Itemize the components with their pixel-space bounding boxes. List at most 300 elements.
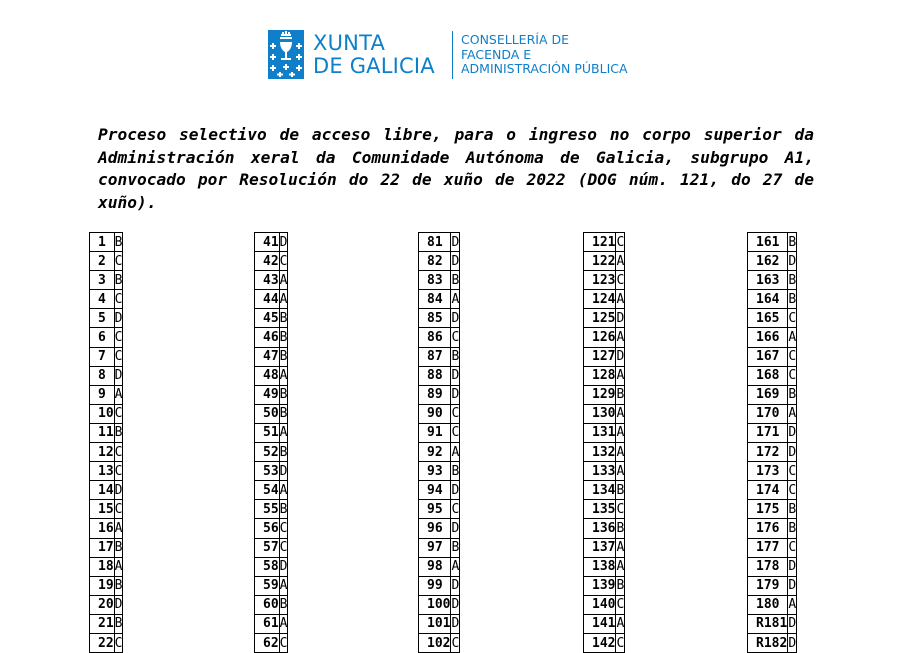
- answer-letter: C: [114, 633, 123, 652]
- question-number: 162: [748, 252, 788, 271]
- table-row: [419, 233, 460, 252]
- question-number: 54: [255, 481, 280, 500]
- answer-letter: A: [279, 271, 288, 290]
- question-number: 14: [90, 481, 115, 500]
- table-row: [255, 576, 288, 595]
- table-row: [255, 423, 288, 442]
- answer-letter: D: [279, 462, 288, 481]
- question-number: 21: [90, 614, 115, 633]
- table-row: [419, 633, 460, 652]
- question-number: 124: [584, 290, 616, 309]
- table-row: [255, 500, 288, 519]
- answer-letter: B: [279, 500, 288, 519]
- question-number: 41: [255, 233, 280, 252]
- answer-letter: B: [114, 271, 123, 290]
- question-number: 61: [255, 614, 280, 633]
- question-number: 93: [419, 462, 451, 481]
- table-row: [90, 443, 123, 462]
- table-row: [255, 347, 288, 366]
- answer-letter: B: [114, 233, 123, 252]
- question-number: 1: [90, 233, 115, 252]
- answer-letter: A: [451, 290, 460, 309]
- answer-table-2: [254, 232, 288, 653]
- table-row: [255, 519, 288, 538]
- answer-letter: B: [788, 500, 797, 519]
- table-row: [255, 233, 288, 252]
- answer-letter: B: [114, 423, 123, 442]
- table-row: [90, 538, 123, 557]
- question-number: 100: [419, 595, 451, 614]
- table-row: [419, 481, 460, 500]
- table-row: [748, 309, 797, 328]
- table-row: [255, 595, 288, 614]
- answer-letter: C: [114, 290, 123, 309]
- question-number: 87: [419, 347, 451, 366]
- table-row: [748, 443, 797, 462]
- answer-letter: C: [279, 538, 288, 557]
- table-row: [90, 481, 123, 500]
- question-number: 56: [255, 519, 280, 538]
- table-row: [584, 252, 625, 271]
- question-number: 161: [748, 233, 788, 252]
- answer-letter: B: [114, 614, 123, 633]
- table-row: [584, 614, 625, 633]
- answer-letter: B: [451, 538, 460, 557]
- table-row: [90, 252, 123, 271]
- question-number: 45: [255, 309, 280, 328]
- table-row: [584, 557, 625, 576]
- table-row: [748, 576, 797, 595]
- question-number: 53: [255, 462, 280, 481]
- question-number: 4: [90, 290, 115, 309]
- answer-letter: D: [788, 423, 797, 442]
- question-number: 170: [748, 404, 788, 423]
- answer-letter: B: [114, 538, 123, 557]
- answer-letter: B: [279, 595, 288, 614]
- table-row: [584, 366, 625, 385]
- question-number: 134: [584, 481, 616, 500]
- answer-letter: C: [114, 328, 123, 347]
- answer-letter: A: [616, 462, 625, 481]
- answer-letter: D: [616, 309, 625, 328]
- table-row: [748, 290, 797, 309]
- answer-letter: A: [451, 443, 460, 462]
- answer-letter: A: [616, 538, 625, 557]
- question-number: 85: [419, 309, 451, 328]
- table-row: [419, 519, 460, 538]
- table-row: [90, 557, 123, 576]
- answer-letter: D: [451, 576, 460, 595]
- question-number: 129: [584, 385, 616, 404]
- answer-letter: A: [279, 576, 288, 595]
- brand-line-1: XUNTA: [313, 31, 386, 55]
- answer-letter: C: [788, 538, 797, 557]
- table-row: [255, 633, 288, 652]
- table-row: [584, 328, 625, 347]
- answer-letter: C: [616, 271, 625, 290]
- table-row: [584, 576, 625, 595]
- question-number: 167: [748, 347, 788, 366]
- answer-letter: C: [451, 423, 460, 442]
- table-row: [419, 576, 460, 595]
- table-row: [255, 481, 288, 500]
- question-number: 6: [90, 328, 115, 347]
- answer-letter: A: [788, 328, 797, 347]
- question-number: 135: [584, 500, 616, 519]
- answer-letter: C: [451, 404, 460, 423]
- question-number: 57: [255, 538, 280, 557]
- answer-letter: A: [616, 252, 625, 271]
- table-row: [748, 462, 797, 481]
- answer-letter: B: [616, 481, 625, 500]
- answer-letter: C: [616, 595, 625, 614]
- question-number: 171: [748, 423, 788, 442]
- logo-divider: [452, 31, 453, 79]
- table-row: [584, 519, 625, 538]
- question-number: R182: [748, 633, 788, 652]
- question-number: 88: [419, 366, 451, 385]
- answer-letter: A: [616, 443, 625, 462]
- question-number: 16: [90, 519, 115, 538]
- brand-name: [313, 32, 435, 78]
- table-row: [90, 309, 123, 328]
- answer-letter: A: [616, 614, 625, 633]
- table-row: [90, 595, 123, 614]
- question-number: 90: [419, 404, 451, 423]
- question-number: 141: [584, 614, 616, 633]
- answer-letter: B: [279, 328, 288, 347]
- table-row: [748, 500, 797, 519]
- answer-letter: B: [788, 290, 797, 309]
- answer-letter: A: [279, 423, 288, 442]
- answer-letter: B: [616, 385, 625, 404]
- question-number: 11: [90, 423, 115, 442]
- question-number: 101: [419, 614, 451, 633]
- question-number: 136: [584, 519, 616, 538]
- question-number: 140: [584, 595, 616, 614]
- table-row: [584, 443, 625, 462]
- table-row: [419, 423, 460, 442]
- table-row: [584, 423, 625, 442]
- table-row: [419, 404, 460, 423]
- question-number: 126: [584, 328, 616, 347]
- question-number: 178: [748, 557, 788, 576]
- question-number: 17: [90, 538, 115, 557]
- answer-letter: C: [114, 500, 123, 519]
- question-number: 142: [584, 633, 616, 652]
- answer-letter: A: [279, 290, 288, 309]
- question-number: 86: [419, 328, 451, 347]
- answer-letter: D: [451, 614, 460, 633]
- table-row: [584, 290, 625, 309]
- answer-letter: D: [616, 347, 625, 366]
- question-number: 177: [748, 538, 788, 557]
- table-row: [419, 347, 460, 366]
- answer-letter: C: [279, 519, 288, 538]
- table-row: [748, 404, 797, 423]
- table-row: [90, 233, 123, 252]
- question-number: 99: [419, 576, 451, 595]
- question-number: 166: [748, 328, 788, 347]
- answer-letter: A: [279, 366, 288, 385]
- answer-letter: B: [451, 271, 460, 290]
- answer-letter: B: [114, 576, 123, 595]
- table-row: [255, 252, 288, 271]
- answer-letter: B: [279, 404, 288, 423]
- answer-letter: D: [788, 633, 797, 652]
- answer-letter: D: [451, 385, 460, 404]
- table-row: [90, 328, 123, 347]
- answer-letter: A: [279, 614, 288, 633]
- answer-letter: D: [114, 366, 123, 385]
- question-number: 19: [90, 576, 115, 595]
- answer-letter: B: [279, 443, 288, 462]
- table-row: [255, 309, 288, 328]
- table-row: [584, 481, 625, 500]
- answer-letter: C: [451, 500, 460, 519]
- answer-letter: D: [451, 252, 460, 271]
- answer-table-1: [89, 232, 123, 653]
- table-row: [419, 557, 460, 576]
- answer-letter: B: [788, 271, 797, 290]
- answer-table-3: [418, 232, 460, 653]
- table-row: [419, 595, 460, 614]
- answer-letter: C: [279, 252, 288, 271]
- table-row: [584, 538, 625, 557]
- dept-line-3: ADMINISTRACIÓN PÚBLICA: [461, 61, 628, 76]
- question-number: 83: [419, 271, 451, 290]
- table-row: [419, 500, 460, 519]
- question-number: 60: [255, 595, 280, 614]
- answer-letter: B: [788, 519, 797, 538]
- answer-letter: B: [788, 233, 797, 252]
- question-number: 91: [419, 423, 451, 442]
- dept-line-2: FACENDA E: [461, 46, 532, 62]
- question-number: 133: [584, 462, 616, 481]
- table-row: [748, 614, 797, 633]
- answer-letter: C: [114, 443, 123, 462]
- table-row: [255, 328, 288, 347]
- question-number: 13: [90, 462, 115, 481]
- question-number: 20: [90, 595, 115, 614]
- table-row: [748, 557, 797, 576]
- question-number: 168: [748, 366, 788, 385]
- table-row: [90, 366, 123, 385]
- answer-letter: C: [616, 500, 625, 519]
- table-row: [748, 347, 797, 366]
- table-row: [748, 423, 797, 442]
- question-number: 92: [419, 443, 451, 462]
- table-row: [748, 385, 797, 404]
- table-row: [584, 633, 625, 652]
- question-number: 128: [584, 366, 616, 385]
- dept-line-1: CONSELLERÍA DE: [461, 32, 569, 47]
- answer-letter: A: [788, 595, 797, 614]
- answer-letter: D: [451, 309, 460, 328]
- table-row: [584, 404, 625, 423]
- table-row: [748, 271, 797, 290]
- question-number: 122: [584, 252, 616, 271]
- question-number: 127: [584, 347, 616, 366]
- question-number: 82: [419, 252, 451, 271]
- question-number: 10: [90, 404, 115, 423]
- question-number: 123: [584, 271, 616, 290]
- table-row: [255, 557, 288, 576]
- table-row: [748, 595, 797, 614]
- table-row: [90, 271, 123, 290]
- question-number: 125: [584, 309, 616, 328]
- question-number: 138: [584, 557, 616, 576]
- answer-letter: C: [114, 252, 123, 271]
- document-title: Proceso selectivo de acceso libre, para o ingreso no corpo superior da Administración xeral da Comunidade Autónoma de Galicia, subgrupo A1, convocado por Resolución do 22 de xuño de 2022 (DOG núm. 121, do 27 de xuño).: [98, 125, 814, 212]
- table-row: [419, 271, 460, 290]
- table-row: [90, 500, 123, 519]
- table-row: [90, 633, 123, 652]
- question-number: 169: [748, 385, 788, 404]
- question-number: 5: [90, 309, 115, 328]
- question-number: 97: [419, 538, 451, 557]
- table-row: [419, 290, 460, 309]
- question-number: 8: [90, 366, 115, 385]
- question-number: 139: [584, 576, 616, 595]
- answer-letter: D: [451, 233, 460, 252]
- question-number: 51: [255, 423, 280, 442]
- table-row: [748, 328, 797, 347]
- answer-letter: C: [788, 481, 797, 500]
- answer-letter: C: [788, 462, 797, 481]
- question-number: 7: [90, 347, 115, 366]
- question-number: 3: [90, 271, 115, 290]
- answer-letter: C: [279, 633, 288, 652]
- question-number: 48: [255, 366, 280, 385]
- answer-letter: C: [788, 347, 797, 366]
- answer-letter: A: [114, 385, 123, 404]
- answer-letter: D: [451, 366, 460, 385]
- table-row: [419, 309, 460, 328]
- table-row: [748, 252, 797, 271]
- question-number: 89: [419, 385, 451, 404]
- answer-letter: A: [616, 290, 625, 309]
- question-number: 131: [584, 423, 616, 442]
- table-row: [419, 366, 460, 385]
- question-number: 62: [255, 633, 280, 652]
- table-row: [419, 538, 460, 557]
- answer-letter: B: [788, 385, 797, 404]
- department-name: [461, 33, 628, 77]
- question-number: 59: [255, 576, 280, 595]
- answer-letter: C: [788, 309, 797, 328]
- table-row: [748, 366, 797, 385]
- question-number: 102: [419, 633, 451, 652]
- table-row: [584, 595, 625, 614]
- table-row: [584, 233, 625, 252]
- question-number: 174: [748, 481, 788, 500]
- table-row: [255, 443, 288, 462]
- table-row: [90, 423, 123, 442]
- answer-letter: A: [788, 404, 797, 423]
- question-number: 9: [90, 385, 115, 404]
- question-number: 18: [90, 557, 115, 576]
- question-number: 58: [255, 557, 280, 576]
- table-row: [419, 462, 460, 481]
- answer-letter: A: [114, 519, 123, 538]
- question-number: 175: [748, 500, 788, 519]
- table-row: [90, 404, 123, 423]
- table-row: [584, 309, 625, 328]
- table-row: [255, 404, 288, 423]
- question-number: 50: [255, 404, 280, 423]
- answer-letter: B: [616, 519, 625, 538]
- table-row: [90, 385, 123, 404]
- answer-letter: C: [616, 233, 625, 252]
- question-number: 43: [255, 271, 280, 290]
- question-number: 55: [255, 500, 280, 519]
- table-row: [748, 519, 797, 538]
- table-row: [90, 462, 123, 481]
- question-number: R181: [748, 614, 788, 633]
- question-number: 180: [748, 595, 788, 614]
- answer-letter: B: [616, 576, 625, 595]
- table-row: [90, 519, 123, 538]
- question-number: 179: [748, 576, 788, 595]
- question-number: 44: [255, 290, 280, 309]
- question-number: 165: [748, 309, 788, 328]
- table-row: [748, 481, 797, 500]
- question-number: 137: [584, 538, 616, 557]
- table-row: [255, 366, 288, 385]
- table-row: [584, 385, 625, 404]
- question-number: 52: [255, 443, 280, 462]
- table-row: [90, 576, 123, 595]
- table-row: [584, 462, 625, 481]
- table-row: [255, 385, 288, 404]
- answer-letter: C: [616, 633, 625, 652]
- answer-letter: A: [616, 557, 625, 576]
- answer-letter: A: [616, 366, 625, 385]
- question-number: 172: [748, 443, 788, 462]
- question-number: 96: [419, 519, 451, 538]
- answer-letter: D: [114, 595, 123, 614]
- question-number: 173: [748, 462, 788, 481]
- question-number: 130: [584, 404, 616, 423]
- question-number: 163: [748, 271, 788, 290]
- answer-letter: D: [788, 557, 797, 576]
- question-number: 22: [90, 633, 115, 652]
- answer-letter: B: [279, 309, 288, 328]
- answer-letter: D: [114, 481, 123, 500]
- answer-letter: D: [788, 576, 797, 595]
- question-number: 176: [748, 519, 788, 538]
- table-row: [90, 347, 123, 366]
- question-number: 98: [419, 557, 451, 576]
- question-number: 84: [419, 290, 451, 309]
- table-row: [255, 271, 288, 290]
- answer-letter: A: [279, 481, 288, 500]
- answer-letter: A: [616, 404, 625, 423]
- question-number: 95: [419, 500, 451, 519]
- table-row: [419, 443, 460, 462]
- question-number: 164: [748, 290, 788, 309]
- table-row: [748, 633, 797, 652]
- answer-table-5: [747, 232, 797, 653]
- question-number: 47: [255, 347, 280, 366]
- answer-letter: D: [114, 309, 123, 328]
- answer-letter: C: [114, 462, 123, 481]
- answer-letter: D: [788, 252, 797, 271]
- table-row: [748, 538, 797, 557]
- answer-letter: B: [451, 347, 460, 366]
- answer-letter: A: [451, 557, 460, 576]
